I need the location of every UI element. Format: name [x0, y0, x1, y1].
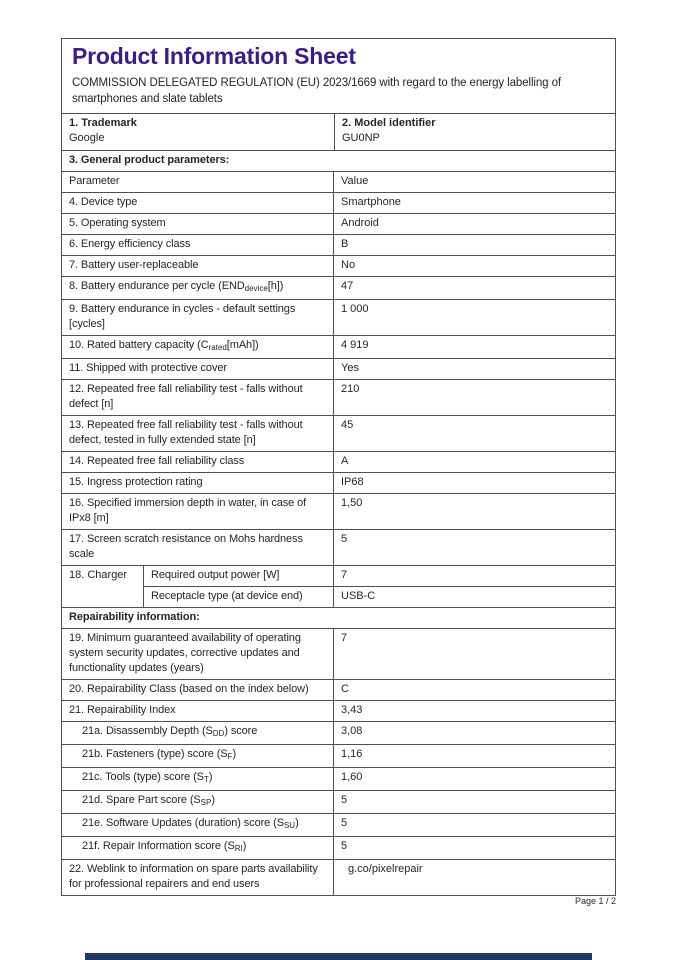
param-value: B: [341, 238, 349, 250]
param-row: [62, 836, 615, 859]
charger-label: 18. Charger: [62, 566, 144, 607]
param-label: 9. Battery endurance in cycles - default settings [cycles]: [62, 300, 334, 335]
param-label: 8. Battery endurance per cycle $(END_{device}[h])$: [62, 277, 334, 299]
charger-subtable: [144, 566, 615, 607]
param-value: 5: [341, 533, 348, 545]
param-row: [62, 192, 615, 213]
param-label: 20. Repairability Class (based on the index below): [62, 680, 334, 700]
param-label: 21d. Spare Part score $(S_{SP})$: [62, 791, 334, 813]
param-row: [62, 628, 615, 679]
param-value: 7: [341, 632, 348, 644]
param-label: 21a. Disassembly Depth $(S_{DD})$ score: [62, 722, 334, 744]
param-row: [62, 276, 615, 299]
trademark-label: 1. Trademark: [69, 117, 137, 129]
param-row: [62, 379, 615, 415]
param-value: 5: [341, 794, 348, 806]
param-value: 3,08: [341, 725, 363, 737]
param-row: [62, 721, 615, 744]
param-value: Android: [341, 217, 379, 229]
param-value: 4 919: [341, 339, 369, 351]
param-value: 47: [341, 280, 354, 292]
param-label: 21. Repairability Index: [62, 701, 334, 721]
param-value: 1 000: [341, 303, 369, 315]
param-row: [62, 415, 615, 451]
param-label: 22. Weblink to information on spare parts availability for professional repairers and end users: [62, 860, 334, 895]
param-row: [62, 255, 615, 276]
next-page-edge: [85, 953, 592, 960]
param-value: 3,43: [341, 704, 363, 716]
trademark-value: Google: [69, 132, 105, 144]
param-value: 210: [341, 383, 360, 395]
section-header: 3. General product parameters:: [62, 150, 615, 171]
param-value: Smartphone: [341, 196, 401, 208]
param-row: [62, 451, 615, 472]
param-label: 11. Shipped with protective cover: [62, 359, 334, 379]
param-label: 7. Battery user-replaceable: [62, 256, 334, 276]
model-identifier-value: GU0NP: [342, 132, 380, 144]
param-row: [62, 234, 615, 255]
param-value: No: [341, 259, 356, 271]
param-row: [62, 813, 615, 836]
param-row: [62, 767, 615, 790]
param-row: [62, 358, 615, 379]
param-value: 5: [341, 840, 348, 852]
param-value: 45: [341, 419, 354, 431]
param-value: 1,60: [341, 771, 363, 783]
param-label: 21c. Tools (type) score $(S_T)$: [62, 768, 334, 790]
charger-subrow: [144, 586, 615, 607]
identity-row: [62, 113, 615, 150]
param-value: 1,50: [341, 497, 363, 509]
param-row: [62, 859, 615, 895]
param-label: 14. Repeated free fall reliability class: [62, 452, 334, 472]
charger-subvalue: USB-C: [341, 590, 376, 602]
param-label: 13. Repeated free fall reliability test - falls without defect, tested in fully extended state [n]: [62, 416, 334, 451]
param-label: 4. Device type: [62, 193, 334, 213]
param-label: 17. Screen scratch resistance on Mohs hardness scale: [62, 530, 334, 565]
param-label: 21e. Software Updates (duration) score $(S_{SU})$: [62, 814, 334, 836]
param-label: 12. Repeated free fall reliability test - falls without defect [n]: [62, 380, 334, 415]
param-row: [62, 700, 615, 721]
model-identifier-cell: [334, 114, 615, 150]
param-value: 5: [341, 817, 348, 829]
page-number: Page 1 / 2: [574, 896, 616, 906]
charger-sublabel: Receptacle type (at device end): [144, 587, 334, 607]
param-label: 10. Rated battery capacity $(C_{rated}[mAh])$: [62, 336, 334, 358]
regulation-subtitle: COMMISSION DELEGATED REGULATION (EU) 2023/1669 with regard to the energy labelling of smartphones and slate tablets: [72, 77, 561, 105]
product-information-sheet: [61, 38, 616, 896]
parameters-table: [62, 150, 615, 895]
param-row: [62, 790, 615, 813]
param-value: A: [341, 455, 349, 467]
param-row: [62, 679, 615, 700]
param-row: [62, 171, 615, 192]
param-row: [62, 299, 615, 335]
param-label: 21b. Fasteners (type) score $(S_F)$: [62, 745, 334, 767]
section-header: Repairability information:: [62, 607, 615, 628]
param-value: 1,16: [341, 748, 363, 760]
param-row: [62, 744, 615, 767]
trademark-cell: [62, 114, 334, 150]
param-row: [62, 335, 615, 358]
charger-sublabel: Required output power [W]: [144, 566, 334, 586]
param-label: 21f. Repair Information score $(S_{RI})$: [62, 837, 334, 859]
param-value: Value: [341, 175, 369, 187]
charger-subrow: [144, 566, 615, 586]
param-label: 5. Operating system: [62, 214, 334, 234]
page-title: Product Information Sheet: [72, 43, 356, 69]
model-identifier-label: 2. Model identifier: [342, 117, 436, 129]
param-label: 16. Specified immersion depth in water, in case of IPx8 [m]: [62, 494, 334, 529]
param-label: 15. Ingress protection rating: [62, 473, 334, 493]
param-label: 19. Minimum guaranteed availability of operating system security updates, corrective updates and functionality updates (years): [62, 629, 334, 679]
param-row: [62, 493, 615, 529]
charger-subvalue: 7: [341, 569, 348, 581]
param-label: Parameter: [62, 172, 334, 192]
param-value: C: [341, 683, 349, 695]
charger-row: [62, 565, 615, 607]
param-row: [62, 472, 615, 493]
param-value[interactable]: g.co/pixelrepair: [348, 863, 423, 875]
title-block: [62, 39, 615, 113]
param-row: [62, 529, 615, 565]
param-label: 6. Energy efficiency class: [62, 235, 334, 255]
param-row: [62, 213, 615, 234]
param-value: IP68: [341, 476, 364, 488]
param-value: Yes: [341, 362, 359, 374]
